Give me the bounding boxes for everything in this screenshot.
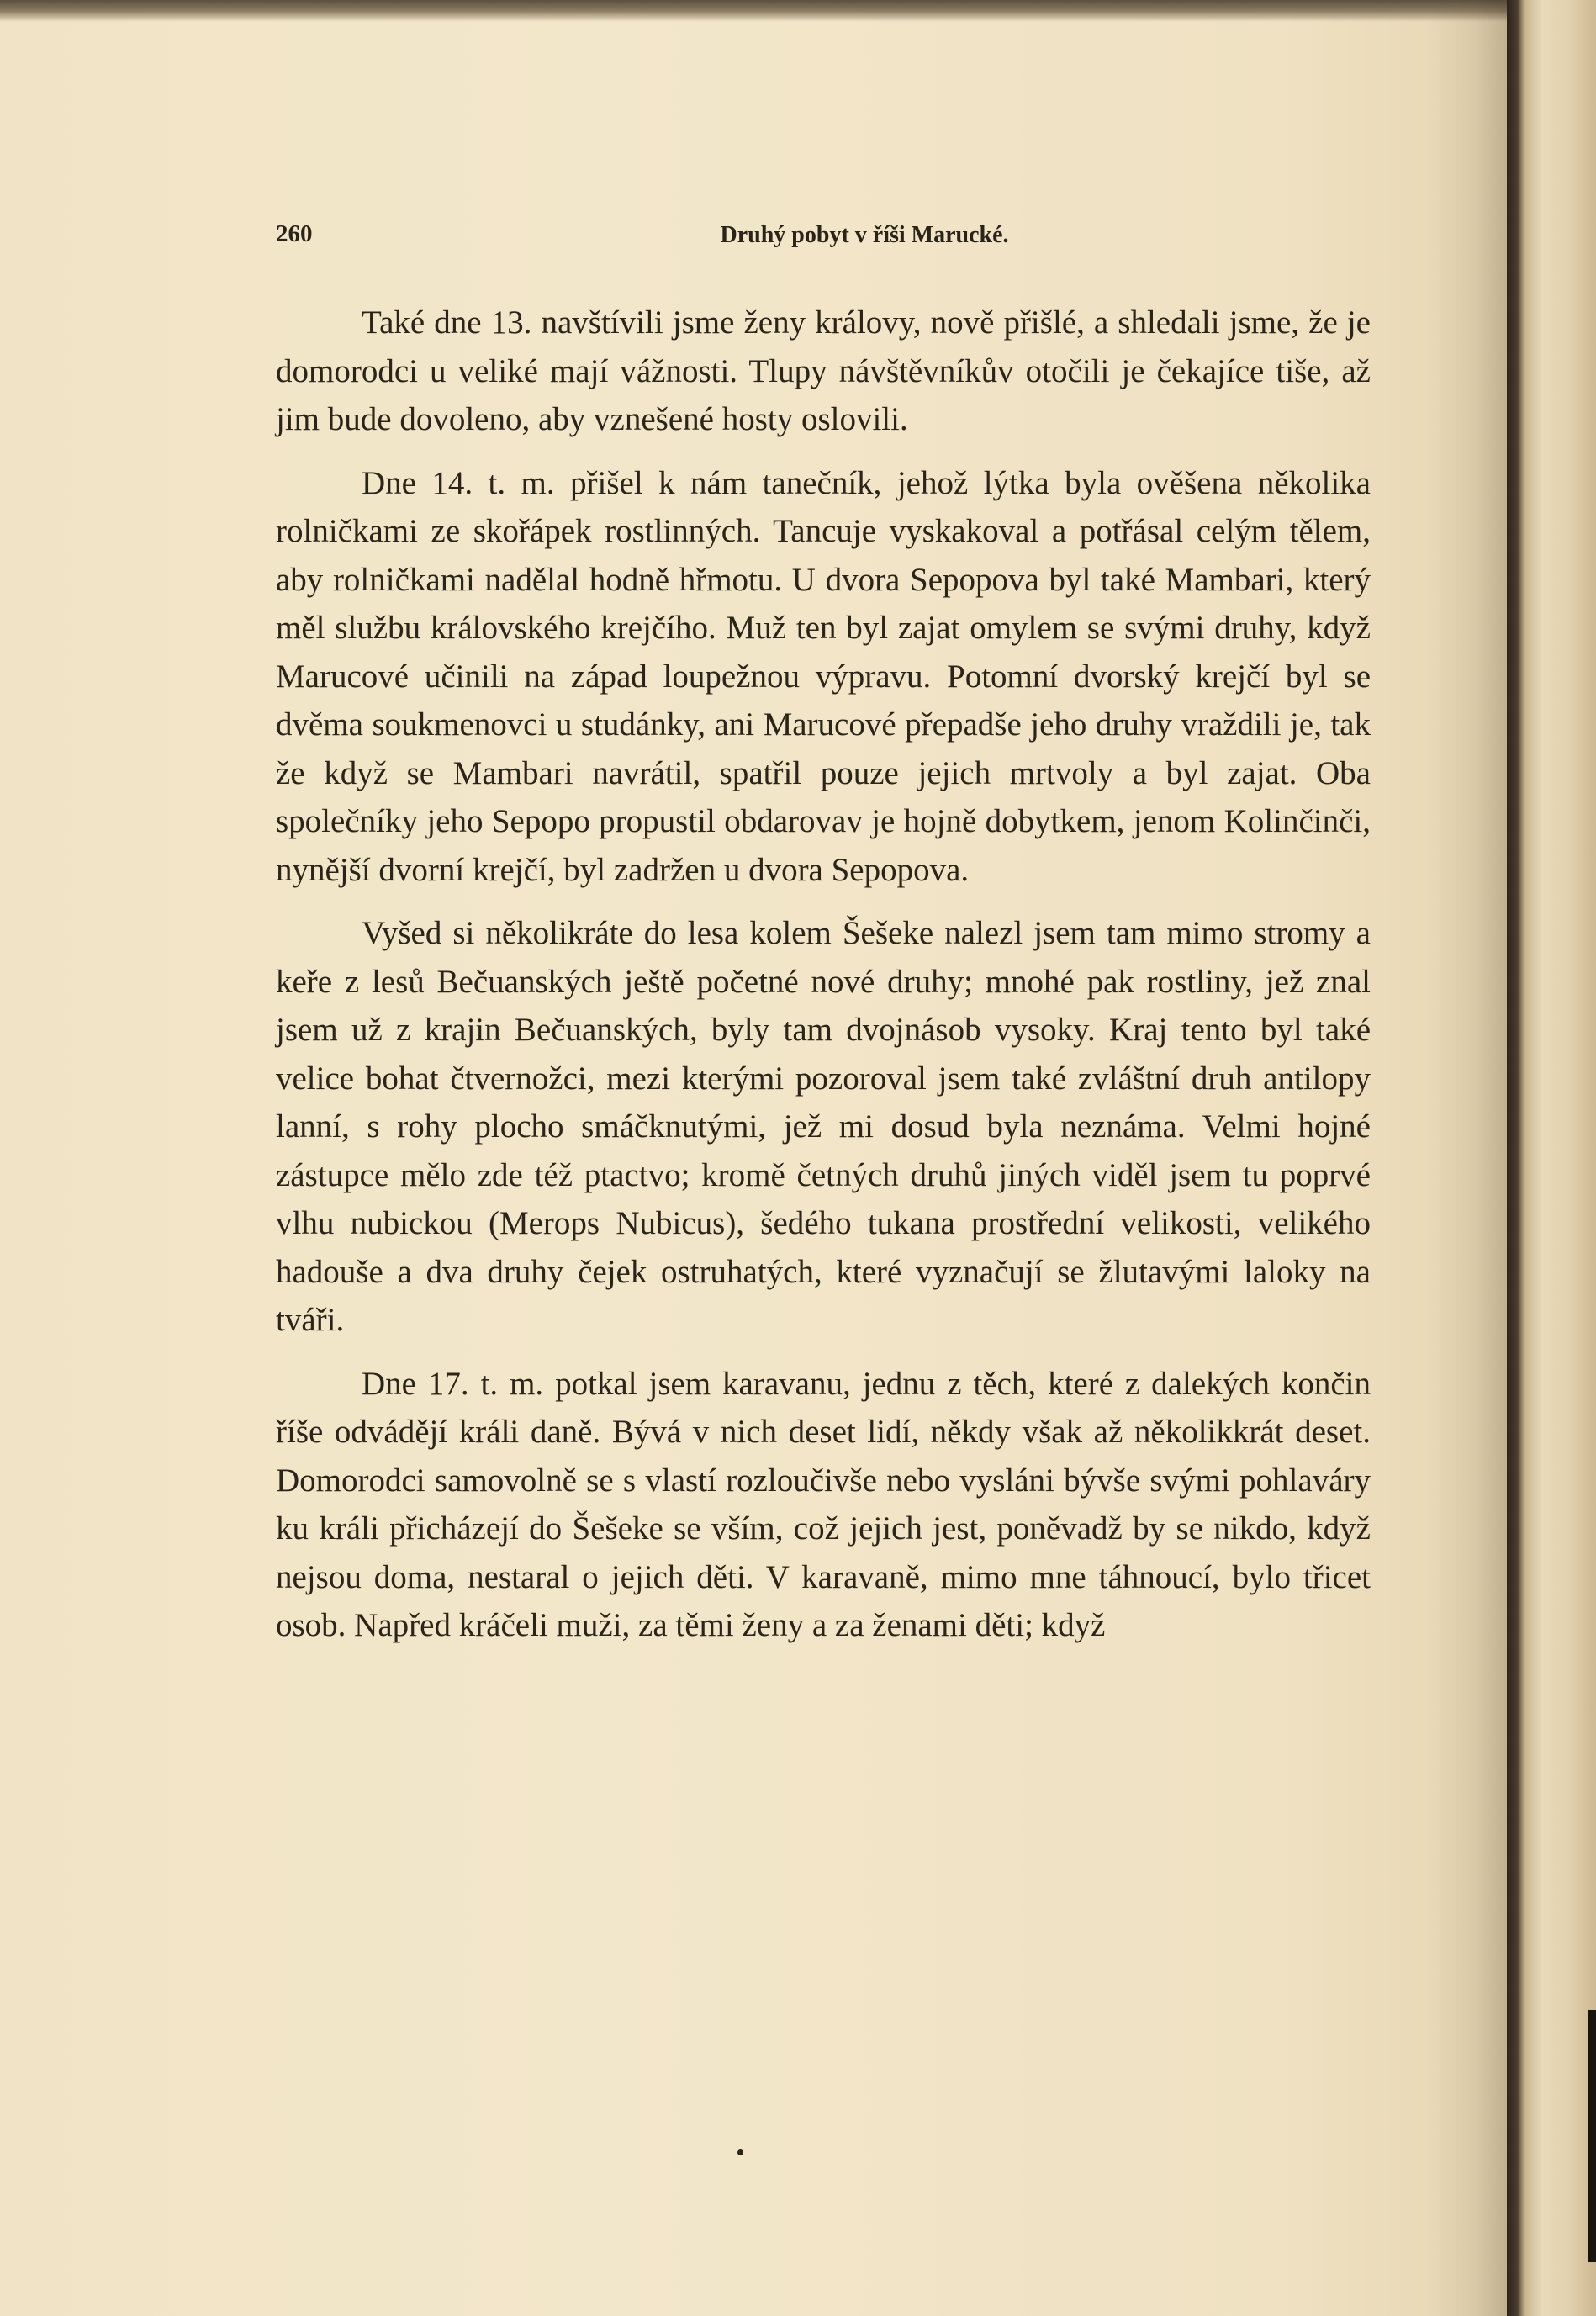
page-gutter-shadow	[1430, 0, 1507, 2316]
page-number: 260	[276, 220, 313, 247]
running-title: Druhý pobyt v říši Marucké.	[720, 222, 1009, 248]
binding-edge	[1588, 2010, 1596, 2262]
book-binding	[1507, 0, 1596, 2316]
page-body	[276, 299, 1371, 1665]
paragraph-1: Také dne 13. navštívili jsme ženy královy, nově přišlé, a shledali jsme, že je domorodci u veliké mají vážnosti. Tlupy návštěvníkův otočili je čekajíce tiše, až jim bude dovoleno, aby vznešené hosty oslovili.	[276, 304, 1371, 437]
page-header	[276, 220, 1379, 254]
page-top-edge	[0, 0, 1507, 22]
paragraph-4: Dne 17. t. m. potkal jsem karavanu, jednu z těch, které z dalekých končin říše odvádějí králi daně. Bývá v nich deset lidí, někdy však až několikkrát deset. Domorodci samovolně se s vlastí rozloučivše nebo vysláni bývše svými pohlaváry ku králi přicházejí do Šešeke se vším, což jejich jest, poněvadž by se nikdo, když nejsou doma, nestaral o jejich děti. V karavaně, mimo mne táhnoucí, bylo třicet osob. Napřed kráčeli muži, za těmi ženy a za ženami děti; když	[276, 1365, 1371, 1643]
paragraph-3: Vyšed si několikráte do lesa kolem Šešeke nalezl jsem tam mimo stromy a keře z lesů Bečuanských ještě početné nové druhy; mnohé pak rostliny, jež znal jsem už z krajin Bečuanských, byly tam dvojnásob vysoky. Kraj tento byl také velice bohat čtvernožci, mezi kterými pozoroval jsem také zvláštní druh antilopy lanní, s rohy plocho smáčknutými, jež mi dosud byla neznáma. Velmi hojné zástupce mělo zde též ptactvo; kromě četných druhů jiných viděl jsem tu poprvé vlhu nubickou (Merops Nubicus), šedého tukana prostřední velikosti, velikého hadouše a dva druhy čejek ostruhatých, které vyznačují se žlutavými laloky na tváři.	[276, 915, 1371, 1338]
paragraph-2: Dne 14. t. m. přišel k nám tanečník, jehož lýtka byla ověšena několika rolničkami ze skořápek rostlinných. Tancuje vyskakoval a potřásal celým tělem, aby rolničkami nadělal hodně hřmotu. U dvora Sepopova byl také Mambari, který měl službu královského krejčího. Muž ten byl zajat omylem se svými druhy, když Marucové učinili na západ loupežnou výpravu. Potomní dvorský krejčí byl se dvěma soukmenovci u studánky, ani Marucové přepadše jeho druhy vraždili je, tak že když se Mambari navrátil, spatřil pouze jejich mrtvoly a byl zajat. Oba společníky jeho Sepopo propustil obdarovav je hojně dobytkem, jenom Kolinčinči, nynější dvorní krejčí, byl zadržen u dvora Sepopova.	[276, 464, 1371, 888]
ink-speck	[737, 2149, 743, 2155]
